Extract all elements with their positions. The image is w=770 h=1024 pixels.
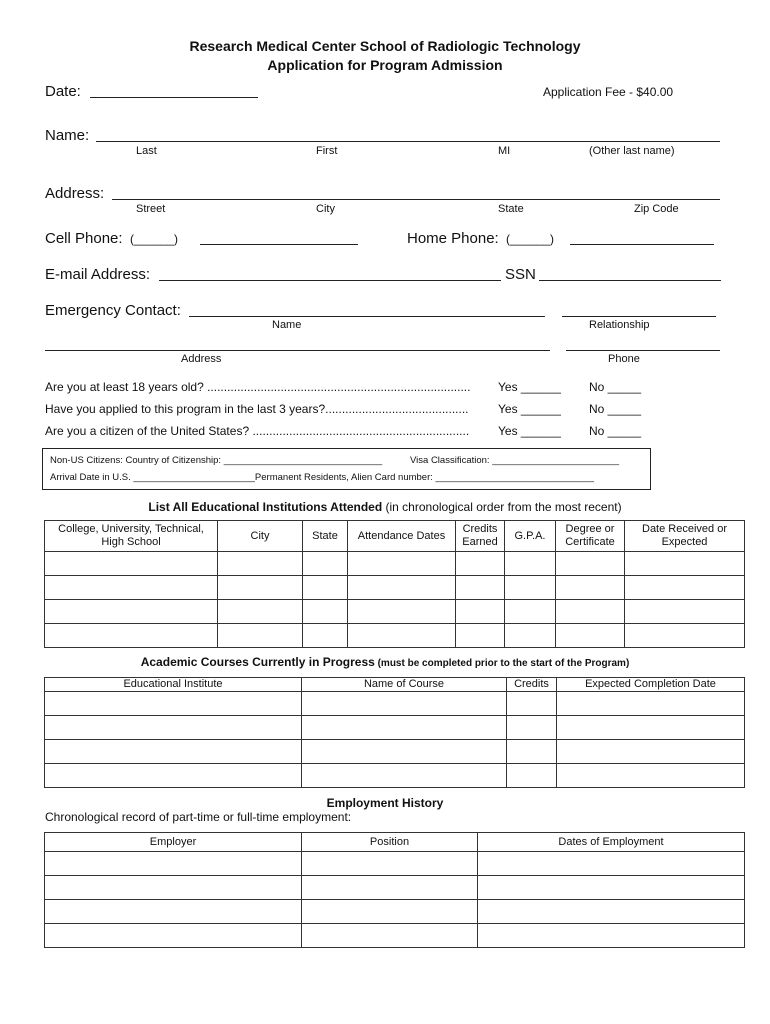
table-row[interactable] <box>45 716 745 740</box>
date-label: Date: <box>45 83 81 100</box>
employment-header-row <box>45 833 745 852</box>
question-applied-before-no[interactable]: No _____ <box>589 402 642 416</box>
col-degree: Degree or Certificate <box>556 521 625 552</box>
question-age-yes[interactable]: Yes ______ <box>498 380 561 394</box>
col-credits-earned: Credits Earned <box>456 521 505 552</box>
ssn-field[interactable] <box>539 280 721 281</box>
form-subtitle: Application for Program Admission <box>267 57 503 73</box>
employment-heading: Employment History <box>326 796 444 810</box>
education-heading: List All Educational Institutions Attended (in chronological order from the most recent) <box>148 500 622 514</box>
col-course-name: Name of Course <box>302 678 507 692</box>
home-phone-label: Home Phone: <box>407 230 499 247</box>
table-row[interactable] <box>45 764 745 788</box>
ssn-label: SSN <box>505 266 536 283</box>
name-other-caption: (Other last name) <box>589 145 675 157</box>
courses-heading: Academic Courses Currently in Progress (must be completed prior to the start of the Program) <box>140 655 630 669</box>
date-field[interactable] <box>90 97 258 98</box>
education-table <box>44 520 745 648</box>
employment-table <box>44 832 745 948</box>
name-field[interactable] <box>96 141 720 142</box>
question-citizen-no[interactable]: No _____ <box>589 424 642 438</box>
non-us-country-line[interactable]: Non-US Citizens: Country of Citizenship: ______________________________ <box>50 455 383 466</box>
home-phone-area: (______) <box>506 232 555 246</box>
table-row[interactable] <box>45 600 745 624</box>
col-city: City <box>218 521 303 552</box>
col-educational-institute: Educational Institute <box>45 678 302 692</box>
courses-table <box>44 677 745 788</box>
table-row[interactable] <box>45 876 745 900</box>
emergency-address-field[interactable] <box>45 350 550 351</box>
col-position: Position <box>302 833 478 852</box>
col-dates-employment: Dates of Employment <box>478 833 745 852</box>
emergency-relationship-caption: Relationship <box>589 319 650 331</box>
home-phone-field[interactable] <box>570 244 714 245</box>
col-state: State <box>303 521 348 552</box>
name-label: Name: <box>45 127 90 144</box>
question-citizen: Are you a citizen of the United States? ................................................................. <box>45 424 470 438</box>
emergency-phone-field[interactable] <box>566 350 720 351</box>
address-label: Address: <box>45 185 105 202</box>
table-row[interactable] <box>45 924 745 948</box>
table-row[interactable] <box>45 624 745 648</box>
emergency-contact-label: Emergency Contact: <box>45 302 181 319</box>
question-age-no[interactable]: No _____ <box>589 380 642 394</box>
form-title: Research Medical Center School of Radiologic Technology <box>189 38 581 54</box>
col-gpa: G.P.A. <box>505 521 556 552</box>
non-us-citizens-box <box>42 448 651 490</box>
email-field[interactable] <box>159 280 501 281</box>
question-applied-before: Have you applied to this program in the last 3 years?........................................... <box>45 402 469 416</box>
employment-intro: Chronological record of part-time or full-time employment: <box>45 810 352 824</box>
emergency-address-caption: Address <box>181 353 222 365</box>
name-mi-caption: MI <box>498 145 511 157</box>
question-age: Are you at least 18 years old? ............................................................................... <box>45 380 471 394</box>
col-date-received: Date Received or Expected <box>625 521 745 552</box>
col-credits: Credits <box>507 678 557 692</box>
address-city-caption: City <box>316 203 335 215</box>
email-label: E-mail Address: <box>45 266 151 283</box>
name-first-caption: First <box>316 145 338 157</box>
address-street-caption: Street <box>136 203 166 215</box>
table-row[interactable] <box>45 576 745 600</box>
emergency-name-caption: Name <box>272 319 302 331</box>
col-expected-completion: Expected Completion Date <box>557 678 745 692</box>
cell-phone-label: Cell Phone: <box>45 230 123 247</box>
table-row[interactable] <box>45 900 745 924</box>
question-applied-before-yes[interactable]: Yes ______ <box>498 402 561 416</box>
emergency-name-field[interactable] <box>189 316 545 317</box>
address-field[interactable] <box>112 199 720 200</box>
courses-header-row <box>45 678 745 692</box>
emergency-relationship-field[interactable] <box>562 316 716 317</box>
education-header-row <box>45 521 745 552</box>
cell-phone-field[interactable] <box>200 244 358 245</box>
emergency-phone-caption: Phone <box>608 353 640 365</box>
col-attendance-dates: Attendance Dates <box>348 521 456 552</box>
table-row[interactable] <box>45 852 745 876</box>
application-fee: Application Fee - $40.00 <box>543 85 674 99</box>
col-institution: College, University, Technical, High School <box>45 521 218 552</box>
table-row[interactable] <box>45 740 745 764</box>
cell-phone-area: (______) <box>130 232 179 246</box>
non-us-visa-line[interactable]: Visa Classification: ________________________ <box>410 455 619 466</box>
table-row[interactable] <box>45 552 745 576</box>
col-employer: Employer <box>45 833 302 852</box>
name-last-caption: Last <box>136 145 157 157</box>
question-citizen-yes[interactable]: Yes ______ <box>498 424 561 438</box>
address-zip-caption: Zip Code <box>634 203 679 215</box>
table-row[interactable] <box>45 692 745 716</box>
non-us-arrival-line[interactable]: Arrival Date in U.S. _______________________Permanent Residents, Alien Card number: ______________________________ <box>50 472 595 483</box>
address-state-caption: State <box>498 203 524 215</box>
